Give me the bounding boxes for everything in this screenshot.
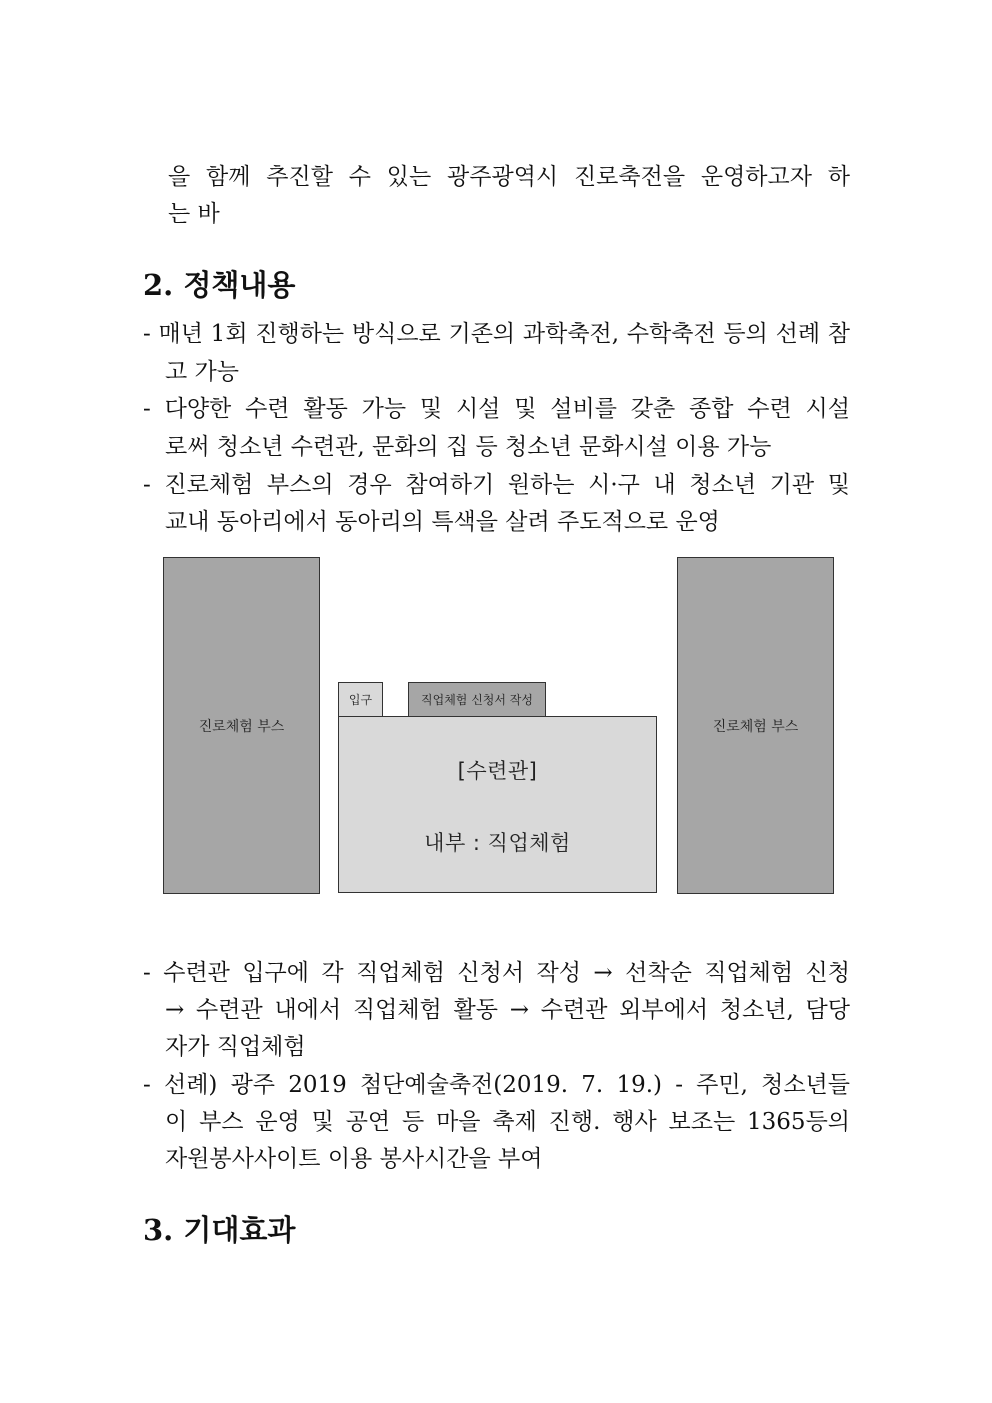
- policy-bullet-1-line-1: - 매년 1회 진행하는 방식으로 기존의 과학축전, 수학축전 등의 선례 참: [143, 321, 850, 347]
- flow-bullet-line-2: → 수련관 내에서 직업체험 활동 → 수련관 외부에서 청소년, 담당: [165, 997, 850, 1023]
- hall-title: [수련관]: [457, 759, 538, 783]
- precedent-bullet-line-1: - 선례) 광주 2019 첨단예술축전(2019. 7. 19.) - 주민, 청소년들: [143, 1072, 850, 1098]
- policy-bullet-2-line-1: - 다양한 수련 활동 가능 및 시설 및 설비를 갖춘 종합 수련 시설: [143, 396, 850, 422]
- policy-bullet-3-line-2: 교내 동아리에서 동아리의 특색을 살려 주도적으로 운영: [165, 509, 720, 535]
- hall-subtitle: 내부 : 직업체험: [424, 831, 571, 855]
- section-2-heading: 2. 정책내용: [143, 268, 296, 302]
- booth-right-label: 진로체험 부스: [712, 718, 799, 735]
- training-hall: [338, 716, 657, 893]
- booth-right: [677, 557, 834, 894]
- policy-bullet-1-line-2: 고 가능: [165, 359, 239, 385]
- policy-bullet-3-line-1: - 진로체험 부스의 경우 참여하기 원하는 시·구 내 청소년 기관 및: [143, 472, 850, 498]
- policy-bullet-2-line-2: 로써 청소년 수련관, 문화의 집 등 청소년 문화시설 이용 가능: [165, 434, 772, 460]
- intro-line-1: 을 함께 추진할 수 있는 광주광역시 진로축전을 운영하고자 하: [168, 164, 850, 190]
- booth-left: [163, 557, 320, 894]
- flow-bullet-line-3: 자가 직업체험: [165, 1034, 306, 1060]
- booth-left-label: 진로체험 부스: [198, 718, 285, 735]
- entrance-label: 입구: [348, 693, 373, 707]
- intro-line-2: 는 바: [168, 201, 220, 227]
- precedent-bullet-line-3: 자원봉사사이트 이용 봉사시간을 부여: [165, 1146, 543, 1172]
- application-label: 직업체험 신청서 작성: [421, 693, 533, 707]
- application-box: [408, 682, 546, 717]
- precedent-bullet-line-2: 이 부스 운영 및 공연 등 마을 축제 진행. 행사 보조는 1365등의: [165, 1109, 850, 1135]
- entrance-box: [338, 682, 383, 717]
- section-3-heading: 3. 기대효과: [143, 1213, 296, 1247]
- flow-bullet-line-1: - 수련관 입구에 각 직업체험 신청서 작성 → 선착순 직업체험 신청: [143, 960, 850, 986]
